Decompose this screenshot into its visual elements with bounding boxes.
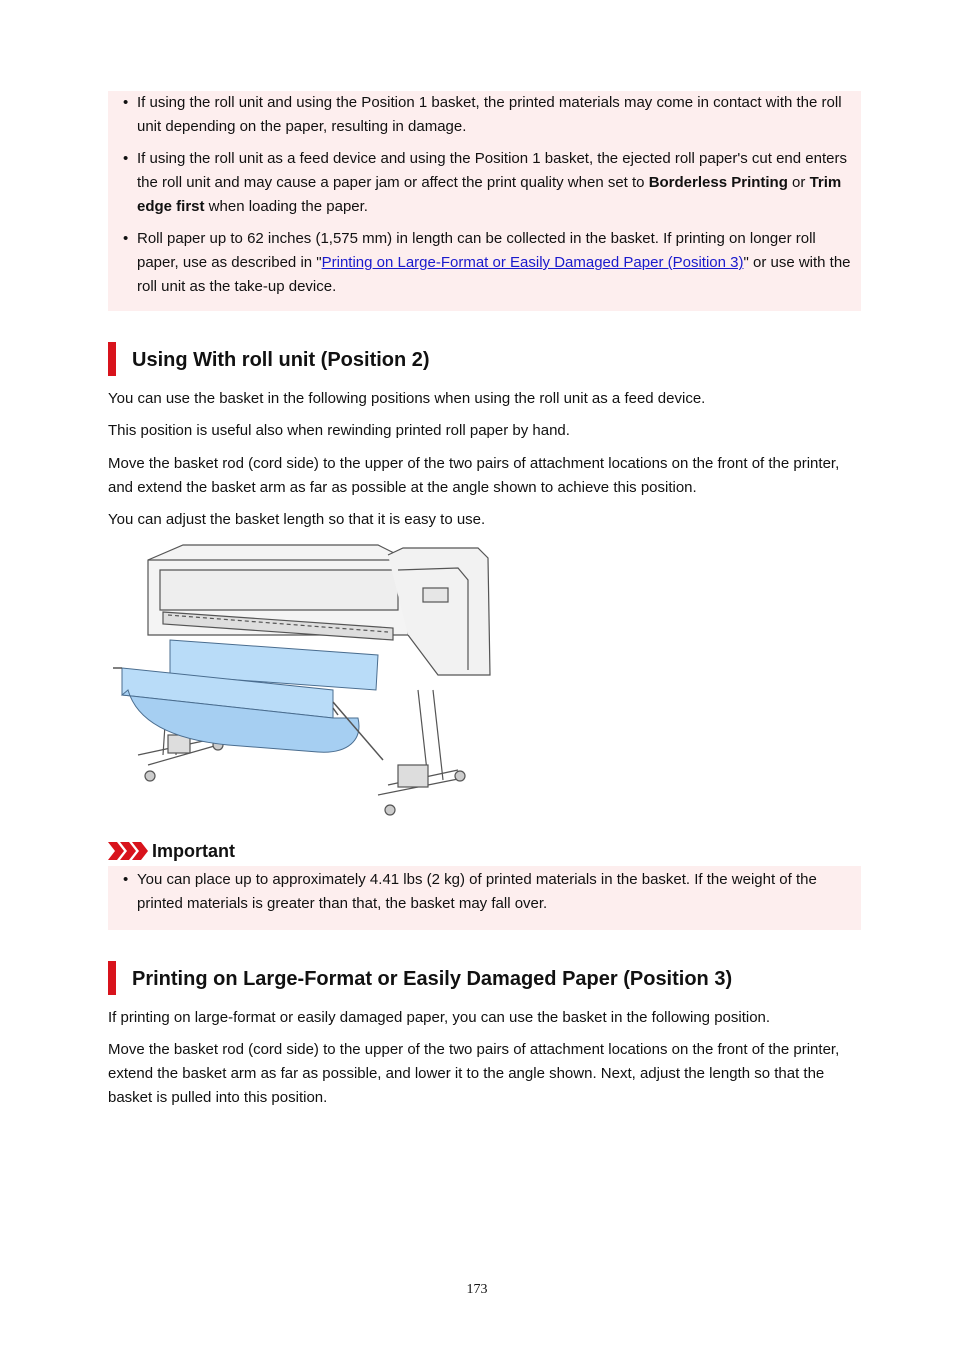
important-item [108,868,851,916]
section-2-paragraph-3: Move the basket rod (cord side) to the upper of the two pairs of attachment locations on the front of the printer, and extend the basket arm as far as possible at the angle shown to achieve this position. [108,455,840,496]
bullet: • [123,150,129,167]
note-box-top [108,91,861,311]
section-3-paragraph-1: If printing on large-format or easily damaged paper, you can use the basket in the following position. [108,1009,771,1026]
note-text: or [787,174,810,191]
important-box [108,866,861,930]
bullet: • [123,871,129,888]
section-heading-position-3 [108,967,732,991]
note-item [108,147,851,219]
important-heading [108,840,235,862]
bullet: • [123,94,129,111]
printer-basket-illustration [108,540,498,822]
cross-reference-link[interactable]: Printing on Large-Format or Easily Damaged Paper (Position 3) [321,254,744,271]
bullet: • [123,230,129,247]
top-notes-list [108,91,851,299]
emphasis-text: Trim edge first [137,174,842,215]
note-text: " or use with the roll unit as the take-up device. [137,254,851,295]
note-text: when loading the paper. [204,198,368,215]
section-2-title: Using With roll unit (Position 2) [132,349,430,371]
section-2-paragraph-2: This position is useful also when rewinding printed roll paper by hand. [108,422,570,439]
section-heading-position-2 [108,348,430,372]
note-text: If using the roll unit as a feed device and using the Position 1 basket, the ejected roll paper's cut end enters the roll unit and may cause a paper jam or affect the print quality when set to [137,150,847,191]
important-arrows-icon [108,842,148,860]
note-item [108,227,851,299]
important-text: You can place up to approximately 4.41 lbs (2 kg) of printed materials in the basket. If the weight of the printed materials is greater than that, the basket may fall over. [137,871,817,912]
important-list [108,868,851,916]
page-number: 173 [466,1282,488,1297]
note-item [108,91,851,139]
note-text: Roll paper up to 62 inches (1,575 mm) in length can be collected in the basket. If printing on longer roll paper, use as described in " [137,230,816,271]
section-2-paragraph-1: You can use the basket in the following positions when using the roll unit as a feed device. [108,390,706,407]
heading-bar [108,342,116,376]
important-title: Important [152,840,235,861]
heading-bar [108,961,116,995]
section-3-title: Printing on Large-Format or Easily Damaged Paper (Position 3) [132,968,733,990]
section-3-paragraph-2: Move the basket rod (cord side) to the upper of the two pairs of attachment locations on the front of the printer, extend the basket arm as far as possible, and lower it to the angle shown. Next, adjust the length so that the basket is pulled into this position. [108,1041,840,1106]
section-2-paragraph-4: You can adjust the basket length so that it is easy to use. [108,511,486,528]
emphasis-text: Borderless Printing [648,174,788,191]
note-text: If using the roll unit and using the Position 1 basket, the printed materials may come in contact with the roll unit depending on the paper, resulting in damage. [137,94,842,135]
